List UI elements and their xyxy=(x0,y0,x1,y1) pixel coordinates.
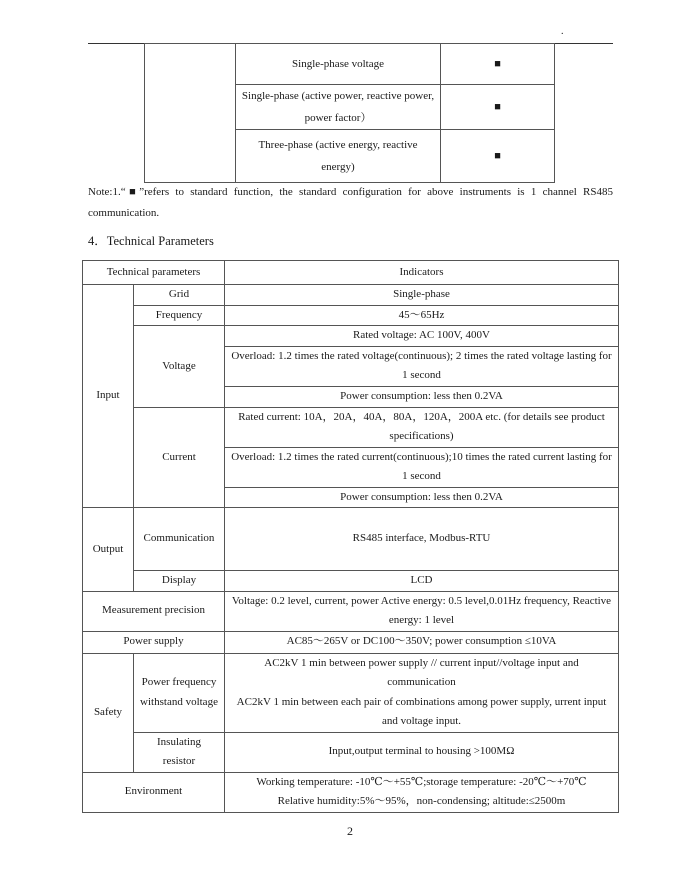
current-overload: Overload: 1.2 times the rated current(continuous);10 times the rated current lasting for 1 second xyxy=(225,447,619,487)
frequency-value: 45～65Hz xyxy=(225,305,619,326)
page-number: 2 xyxy=(347,824,353,838)
voltage-label: Voltage xyxy=(134,326,225,408)
insulating-resistor-label: Insulating resistor xyxy=(134,732,225,772)
communication-value: RS485 interface, Modbus-RTU xyxy=(225,508,619,571)
insulating-resistor-value: Input,output terminal to housing >100MΩ xyxy=(225,732,619,772)
precision-label: Measurement precision xyxy=(83,591,225,631)
standard-mark: ■ xyxy=(441,130,555,183)
technical-parameters-table xyxy=(82,260,619,813)
header-indicators: Indicators xyxy=(225,261,619,285)
standard-mark: ■ xyxy=(441,85,555,130)
current-rated: Rated current: 10A，20A，40A，80A，120A，200A etc. (for details see product specifications) xyxy=(225,407,619,447)
environment-value xyxy=(225,772,619,812)
voltage-overload: Overload: 1.2 times the rated voltage(continuous); 2 times the rated voltage lasting for 1 second xyxy=(225,346,619,386)
function-name: Single-phase voltage xyxy=(235,44,441,85)
power-supply-value: AC85～265V or DC100～350V; power consumption ≤10VA xyxy=(225,631,619,653)
current-label: Current xyxy=(134,407,225,508)
voltage-power-consumption: Power consumption: less then 0.2VA xyxy=(225,386,619,407)
section-title: 4．Technical Parameters xyxy=(88,234,214,248)
environment-line-1: Working temperature: -10℃～+55℃;storage temperature: -20℃～+70℃ xyxy=(256,775,587,788)
grid-value: Single-phase xyxy=(225,285,619,306)
display-value: LCD xyxy=(225,571,619,592)
function-name: Single-phase (active power, reactive power, power factor） xyxy=(235,85,441,130)
blank-cell xyxy=(145,44,236,183)
withstand-voltage-label: Power frequency withstand voltage xyxy=(134,653,225,732)
precision-value: Voltage: 0.2 level, current, power Active energy: 0.5 level,0.01Hz frequency, Reactive energy: 1 level xyxy=(225,591,619,631)
withstand-voltage-value xyxy=(225,653,619,732)
frequency-label: Frequency xyxy=(134,305,225,326)
header-mark: . xyxy=(561,26,564,37)
function-name: Three-phase (active energy, reactive energy) xyxy=(235,130,441,183)
display-label: Display xyxy=(134,571,225,592)
note-text: Note:1.“■”refers to standard function, the standard configuration for above instruments is 1 channel RS485 communication. xyxy=(88,186,613,219)
environment-label: Environment xyxy=(83,772,225,812)
function-table xyxy=(144,43,555,183)
grid-label: Grid xyxy=(134,285,225,306)
power-supply-label: Power supply xyxy=(83,631,225,653)
input-label: Input xyxy=(83,285,134,508)
communication-label: Communication xyxy=(134,508,225,571)
output-label: Output xyxy=(83,508,134,592)
safety-label: Safety xyxy=(83,653,134,772)
standard-mark: ■ xyxy=(441,44,555,85)
current-power-consumption: Power consumption: less then 0.2VA xyxy=(225,487,619,508)
withstand-line-2: AC2kV 1 min between each pair of combinations among power supply, urrent input and voltage input. xyxy=(236,695,607,727)
environment-line-2: Relative humidity:5%～95%，non-condensing; altitude:≤2500m xyxy=(277,795,566,807)
withstand-line-1: AC2kV 1 min between power supply // current input//voltage input and communication xyxy=(264,656,579,688)
header-technical-parameters: Technical parameters xyxy=(83,261,225,285)
voltage-rated: Rated voltage: AC 100V, 400V xyxy=(225,326,619,347)
